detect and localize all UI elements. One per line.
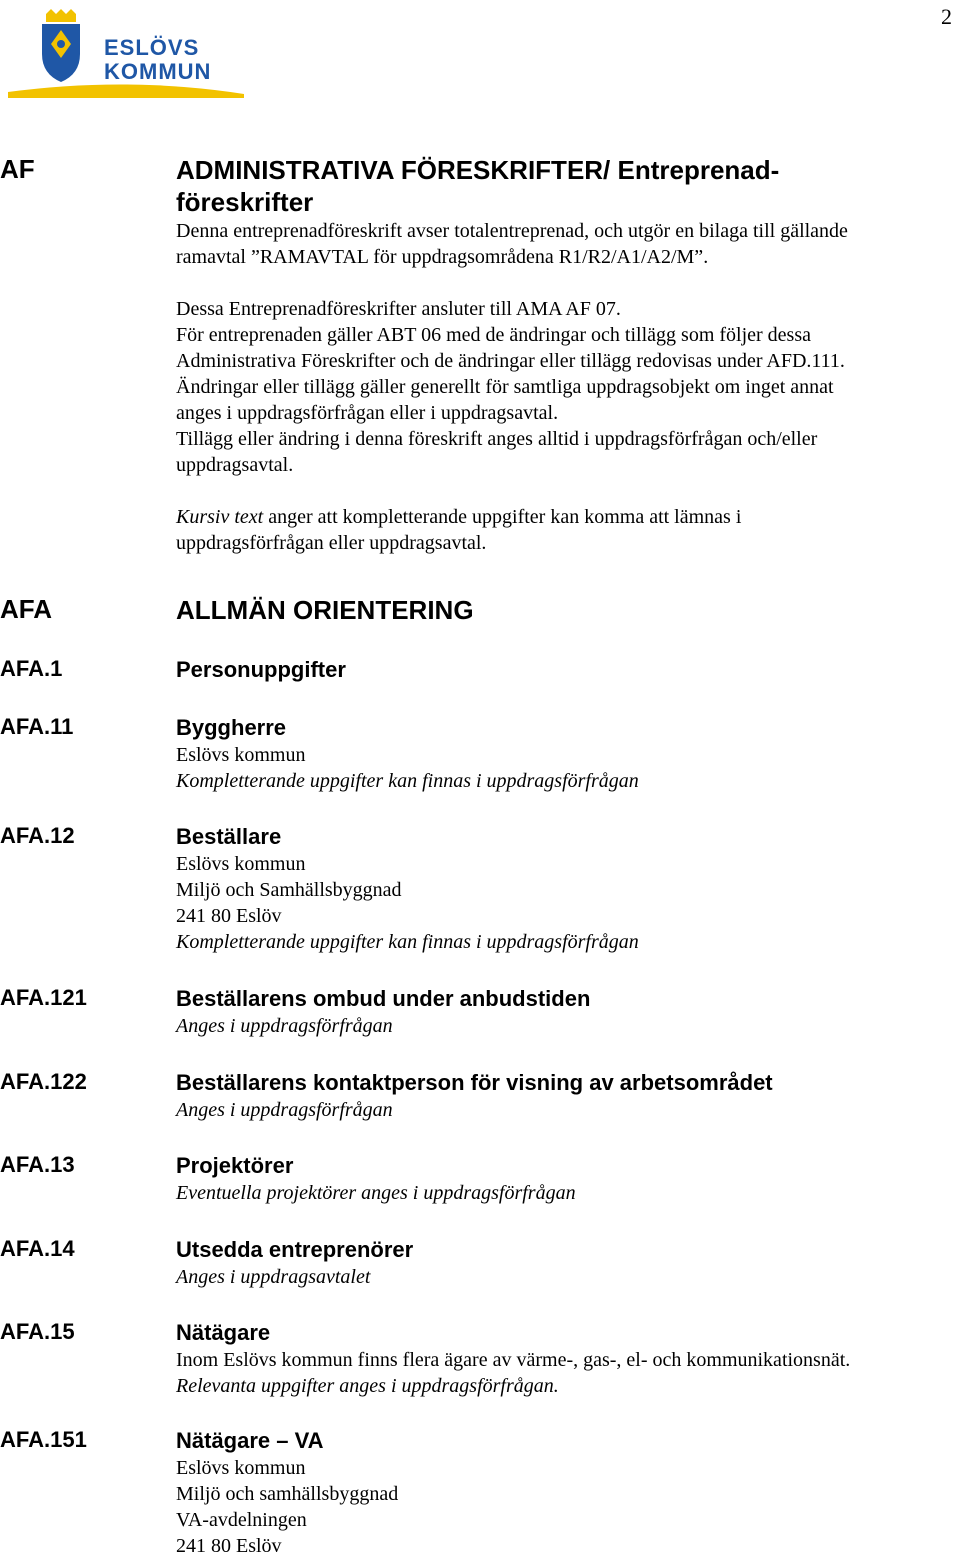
section-code-afa14: AFA.14 (0, 1236, 75, 1261)
section-text: VA-avdelningen (176, 1509, 307, 1531)
af-paragraph: Dessa Entreprenadföreskrifter ansluter till AMA AF 07. (176, 298, 621, 320)
af-title-line-2: föreskrifter (176, 187, 314, 217)
af-paragraph: anges i uppdragsförfrågan eller i uppdragsavtal. (176, 402, 559, 424)
af-note-paragraph: Kursiv text anger att kompletterande uppgifter kan komma att lämnas i (176, 506, 742, 528)
af-paragraph: För entreprenaden gäller ABT 06 med de ändringar och tillägg som följer dessa (176, 324, 811, 346)
section-title-afa15: Nätägare (176, 1320, 271, 1345)
section-text: Eslövs kommun (176, 744, 306, 766)
section-code-af: AF (0, 154, 35, 184)
section-title-afa: ALLMÄN ORIENTERING (176, 595, 474, 625)
af-title-line-1: ADMINISTRATIVA FÖRESKRIFTER/ Entreprenad- (176, 155, 780, 185)
logo-line-1: ESLÖVS (104, 35, 200, 60)
section-code-afa121: AFA.121 (0, 985, 87, 1010)
section-title-afa13: Projektörer (176, 1153, 294, 1178)
section-text: Miljö och samhällsbyggnad (176, 1483, 399, 1505)
section-code-afa12: AFA.12 (0, 823, 75, 848)
af-paragraph: Administrativa Föreskrifter och de ändringar eller tillägg redovisas under AFD.111. (176, 350, 845, 372)
page-number: 2 (941, 4, 952, 29)
section-title-afa12: Beställare (176, 824, 282, 849)
section-code-afa151: AFA.151 (0, 1427, 87, 1452)
section-note: Anges i uppdragsförfrågan (176, 1099, 393, 1121)
section-text: Eslövs kommun (176, 853, 306, 875)
section-title-afa1: Personuppgifter (176, 657, 346, 682)
af-paragraph: uppdragsavtal. (176, 454, 294, 476)
section-code-afa: AFA (0, 594, 52, 624)
af-paragraph: Denna entreprenadföreskrift avser totalentreprenad, och utgör en bilaga till gällande (176, 220, 848, 242)
af-paragraph: Tillägg eller ändring i denna föreskrift anges alltid i uppdragsförfrågan och/eller (176, 428, 818, 450)
section-code-afa11: AFA.11 (0, 714, 74, 739)
logo-line-2: KOMMUN (104, 59, 212, 84)
af-paragraph: ramavtal ”RAMAVTAL för uppdragsområdena R1/R2/A1/A2/M”. (176, 246, 709, 268)
af-paragraph: Ändringar eller tillägg gäller generellt för samtliga uppdragsobjekt om inget annat (176, 376, 834, 398)
section-text: Inom Eslövs kommun finns flera ägare av värme-, gas-, el- och kommunikationsnät. (176, 1349, 851, 1371)
section-note: Eventuella projektörer anges i uppdragsförfrågan (176, 1182, 576, 1204)
section-title-afa14: Utsedda entreprenörer (176, 1237, 414, 1262)
section-text: Eslövs kommun (176, 1457, 306, 1479)
italic-note: Kursiv text (176, 506, 264, 528)
section-note: Relevanta uppgifter anges i uppdragsförfrågan. (176, 1375, 559, 1397)
section-title-afa122: Beställarens kontaktperson för visning av arbetsområdet (176, 1070, 773, 1095)
section-code-afa15: AFA.15 (0, 1319, 75, 1344)
section-title-afa151: Nätägare – VA (176, 1428, 324, 1453)
section-af (176, 154, 956, 556)
section-text: Miljö och Samhällsbyggnad (176, 879, 402, 901)
section-title-afa121: Beställarens ombud under anbudstiden (176, 986, 591, 1011)
eslovs-kommun-logo (8, 8, 248, 98)
section-note: Anges i uppdragsförfrågan (176, 1015, 393, 1037)
section-code-afa1: AFA.1 (0, 656, 63, 681)
section-title-afa11: Byggherre (176, 715, 287, 740)
section-note: Kompletterande uppgifter kan finnas i uppdragsförfrågan (176, 770, 639, 792)
section-text: 241 80 Eslöv (176, 1535, 282, 1557)
af-note-paragraph: uppdragsförfrågan eller uppdragsavtal. (176, 532, 487, 554)
section-note: Kompletterande uppgifter kan finnas i uppdragsförfrågan (176, 931, 639, 953)
section-code-afa13: AFA.13 (0, 1152, 75, 1177)
section-text: 241 80 Eslöv (176, 905, 282, 927)
section-code-afa122: AFA.122 (0, 1069, 87, 1094)
section-note: Anges i uppdragsavtalet (176, 1266, 371, 1288)
